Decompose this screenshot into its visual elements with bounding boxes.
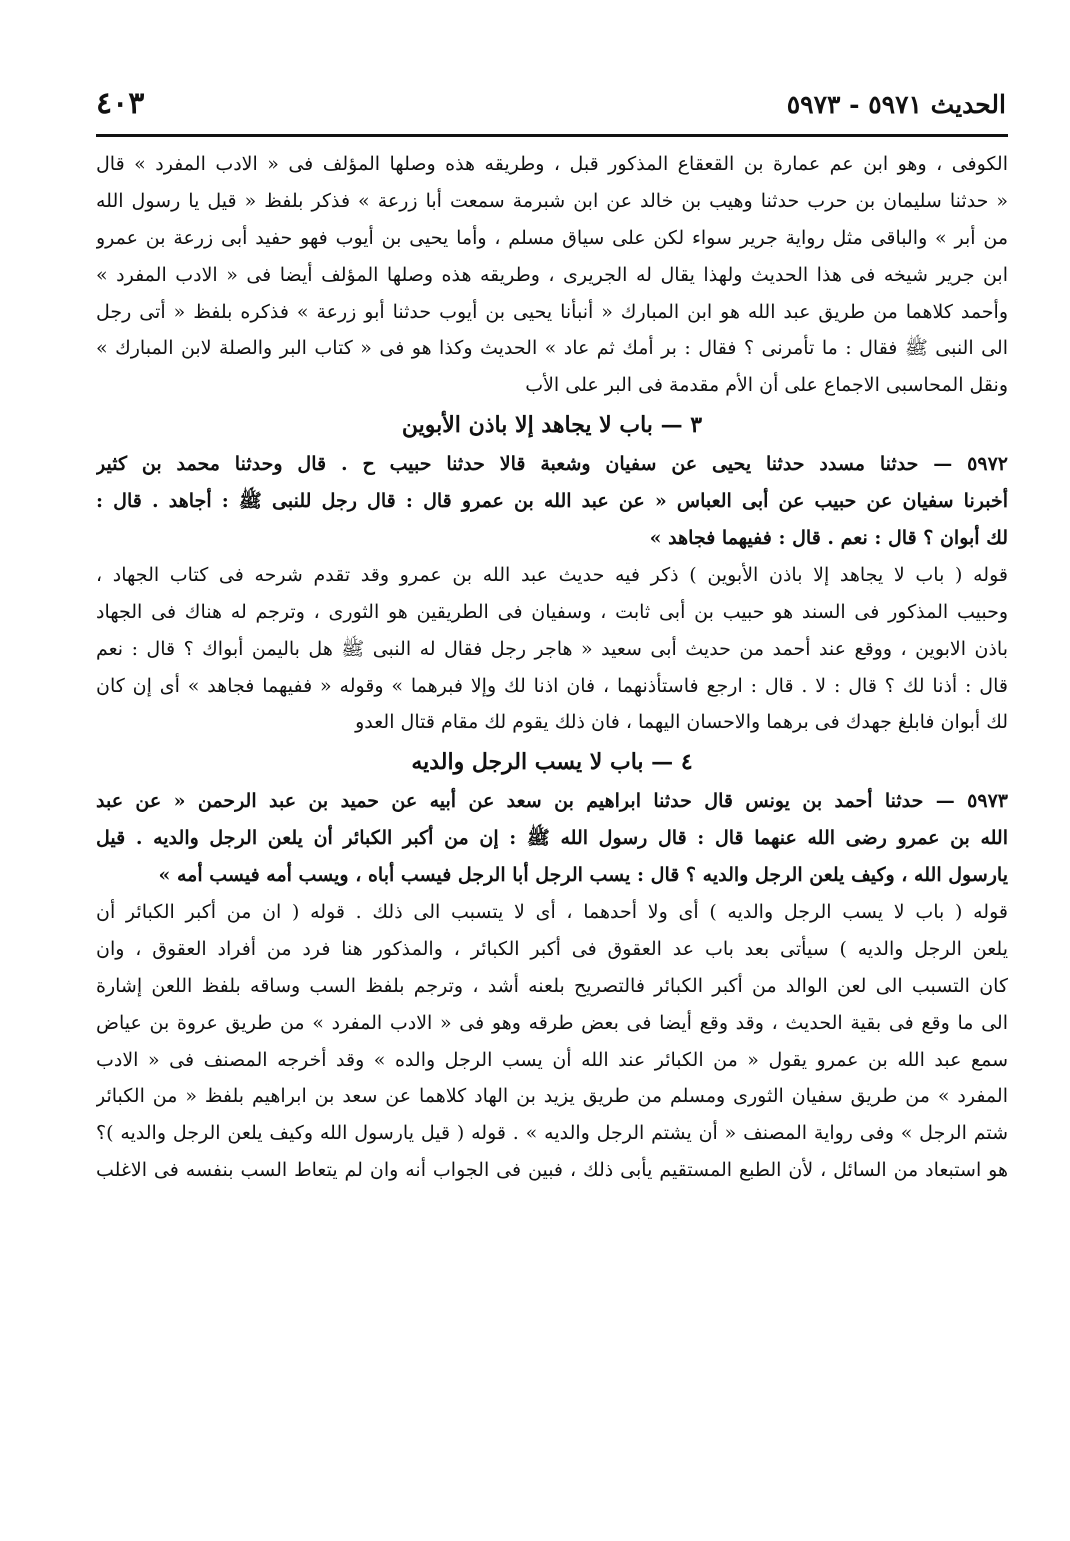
running-title: الحديث ٥٩٧١ - ٥٩٧٣: [786, 90, 1006, 119]
text-line: ٥٩٧٣ — حدثنا أحمد بن يونس قال حدثنا ابراهيم بن سعد عن أبيه عن حميد بن عبد الرحمن « عن عبد: [96, 790, 1008, 813]
text-line: الى النبى ﷺ فقال : ما تأمرنى ؟ فقال : بر أمك ثم عاد » الحديث وكذا هو فى « كتاب البر والصلة لابن المبارك »: [96, 337, 1008, 360]
text-line: سمع عبد الله بن عمرو يقول « من الكبائر عند الله أن يسب الرجل والده » وقد أخرجه المصنف فى « الادب: [96, 1048, 1008, 1071]
text-line: ونقل المحاسبى الاجماع على أن الأم مقدمة فى البر على الأب: [525, 374, 1008, 397]
text-line: قوله ( باب لا يسب الرجل والديه ) أى ولا أحدهما ، أى لا يتسبب الى ذلك . قوله ( ان من أكبر الكبائر أن: [96, 901, 1008, 924]
commentary-block-1: [96, 146, 1008, 404]
text-line: الى ما وقع فى بقية الحديث ، وقد وقع أيضا فى بعض طرقه وهو فى « الادب المفرد » من طريق عروة بن عياض: [96, 1011, 1008, 1034]
text-line: الله بن عمرو رضى الله عنهما قال : قال رسول الله ﷺ : إن من أكبر الكبائر أن يلعن الرجل والديه . قيل: [96, 827, 1008, 850]
text-line: يلعن الرجل والديه ) سيأتى بعد باب عد العقوق فى أكبر الكبائر ، والمذكور هنا فرد من أفراد العقوق ، وان: [96, 937, 1008, 960]
text-line: ٥٩٧٢ — حدثنا مسدد حدثنا يحيى عن سفيان وشعبة قالا حدثنا حبيب ح . قال وحدثنا محمد بن كثير: [96, 453, 1008, 476]
text-line: وأحمد كلاهما من طريق عبد الله هو ابن المبارك « أنبأنا يحيى بن أيوب حدثنا أبو زرعة » فذكره بلفظ « أتى رجل: [96, 300, 1008, 323]
hadith-5972: [96, 446, 1008, 557]
text-line: المفرد » من طريق سفيان الثورى ومسلم من طريق يزيد بن الهاد كلاهما عن سعد بن ابراهيم بلفظ « من الكبائر: [96, 1085, 1008, 1108]
text-line: « حدثنا سليمان بن حرب حدثنا وهيب بن خالد عن ابن شبرمة سمعت أبا زرعة » فذكر بلفظ « قيل يا رسول الله: [96, 189, 1008, 212]
chapter-heading-3: ٣ — باب لا يجاهد إلا باذن الأبوين: [401, 412, 703, 439]
text-line: ابن جرير شيخه فى هذا الحديث ولهذا يقال له الجريرى ، وطريقه هذه وصلها المؤلف أيضا فى « الادب المفرد »: [96, 263, 1008, 286]
text-line: أخبرنا سفيان عن حبيب عن أبى العباس « عن عبد الله بن عمرو قال : قال رجل للنبى ﷺ : أجاهد . قال :: [96, 490, 1008, 513]
text-line: لك أبوان ؟ قال : نعم . قال : ففيهما فجاهد »: [649, 527, 1008, 550]
hadith-5973: [96, 783, 1008, 894]
text-line: شتم الرجل » وفى رواية المصنف « أن يشتم الرجل والديه » . قوله ( قيل يارسول الله وكيف يلعن الرجل والديه )؟: [96, 1122, 1008, 1145]
chapter-heading-4: ٤ — باب لا يسب الرجل والديه: [411, 749, 693, 776]
text-line: قال : أذنا لك ؟ قال : لا . قال : ارجع فاستأذنهما ، فان اذنا لك وإلا فبرهما » وقوله « ففيهما فجاهد » أى إن كان: [96, 674, 1008, 697]
text-line: الكوفى ، وهو ابن عم عمارة بن القعقاع المذكور قبل ، وطريقه هذه وصلها المؤلف فى « الادب المفرد » قال: [96, 153, 1008, 175]
commentary-block-4: [96, 894, 1008, 1189]
text-line: من أبر » والباقى مثل رواية جرير سواء لكن على سياق مسلم ، وأما يحيى بن أيوب فهو حفيد أبى زرعة بن عمرو: [96, 226, 1008, 249]
page-body: [96, 146, 1008, 1189]
commentary-block-3: [96, 557, 1008, 741]
page-number: ٤٠٣: [96, 86, 145, 121]
page-header: [96, 84, 1006, 130]
text-line: يارسول الله ، وكيف يلعن الرجل والديه ؟ قال : يسب الرجل أبا الرجل فيسب أباه ، ويسب أمه فيسب أمه »: [158, 864, 1008, 887]
text-line: هو استبعاد من السائل ، لأن الطبع المستقيم يأبى ذلك ، فبين فى الجواب أنه وان لم يتعاط السب بنفسه فى الاغلب: [96, 1159, 1008, 1182]
header-rule: [96, 134, 1008, 137]
text-line: كان التسبب الى لعن الوالد من أكبر الكبائر فالتصريح بلعنه أشد ، وترجم بلفظ السب وساقه بلفظ اللعن إشارة: [96, 974, 1008, 997]
text-line: باذن الابوين ، ووقع عند أحمد من حديث أبى سعيد « هاجر رجل فقال له النبى ﷺ هل باليمن أبواك ؟ قال : نعم: [96, 637, 1008, 660]
text-line: لك أبوان فابلغ جهدك فى برهما والاحسان اليهما ، فان ذلك يقوم لك مقام قتال العدو: [355, 711, 1008, 734]
text-line: قوله ( باب لا يجاهد إلا باذن الأبوين ) ذكر فيه حديث عبد الله بن عمرو وقد تقدم شرحه فى كتاب الجهاد ،: [96, 563, 1008, 586]
text-line: وحبيب المذكور فى السند هو حبيب بن أبى ثابت ، وسفيان فى الطريقين هو الثورى ، وترجم له هناك فى الجهاد: [96, 600, 1008, 623]
